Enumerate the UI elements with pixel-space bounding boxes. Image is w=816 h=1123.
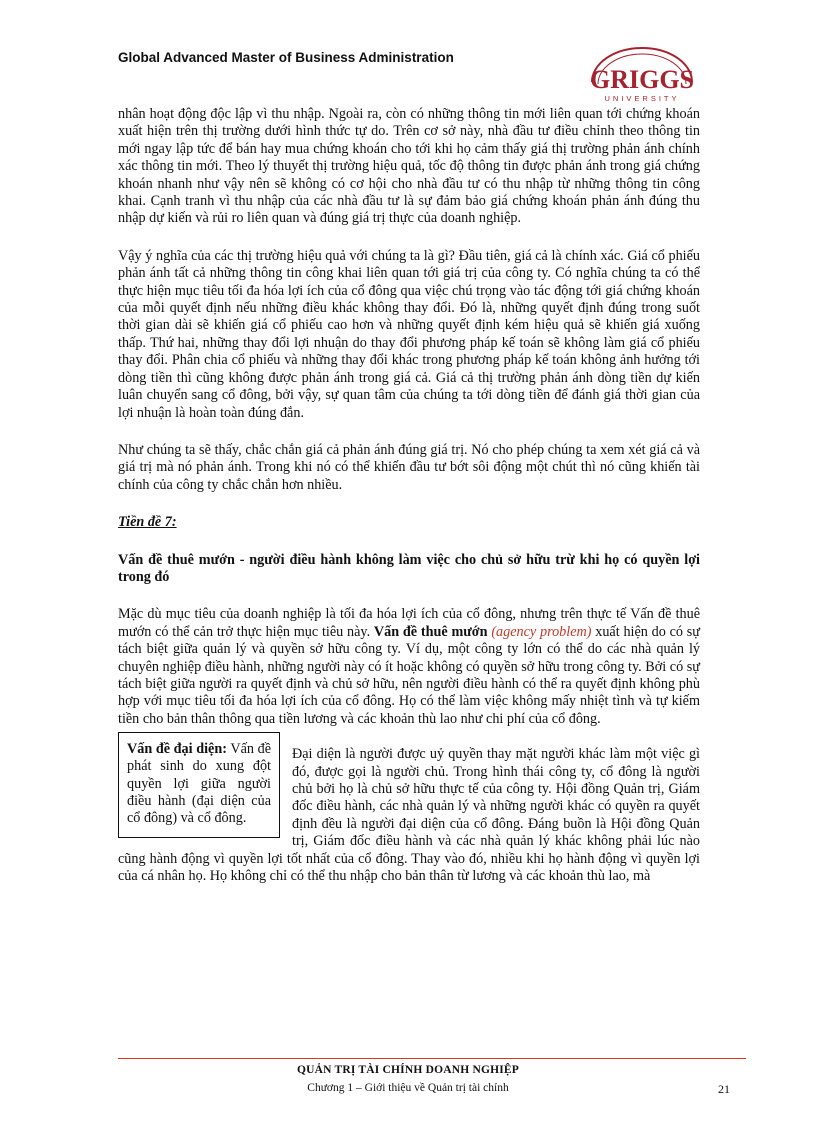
section-heading: Tiền đề 7:	[118, 514, 177, 531]
footer-divider	[118, 1058, 746, 1059]
logo-subtext: UNIVERSITY	[604, 94, 680, 103]
sidebox-title: Vấn đề đại diện:	[127, 741, 227, 758]
sidebox-text: Vấn đề phát sinh do xung đột quyền lợi giữa người điều hành (đại diện của cổ đông) và cổ đông.	[127, 741, 271, 826]
paragraph-4	[118, 606, 700, 728]
footer-subtitle: Chương 1 – Giới thiệu về Quản trị tài chính	[307, 1082, 509, 1094]
agency-problem-term: Vấn đề thuê mướn	[373, 623, 488, 640]
definition-sidebox	[118, 732, 280, 838]
page-number: 21	[718, 1082, 730, 1096]
paragraph-4-text-a: Mặc dù mục tiêu của doanh nghiệp là tối đa hóa lợi ích của cổ đông, nhưng trên thực tế Vấn đề thuê mướn có thể cản trở thực hiện mục tiêu này.	[118, 606, 700, 640]
paragraph-3: Như chúng ta sẽ thấy, chắc chắn giá cả phản ánh đúng giá trị. Nó cho phép chúng ta xem xét giá cả và giá trị mà nó phản ánh. Trong khi nó có thể khiến đầu tư bớt sôi động một chút thì nó cũng khiến tài chính của công ty chắc chắn hơn nhiều.	[118, 441, 700, 493]
section-subheading: Vấn đề thuê mướn - người điều hành không làm việc cho chủ sở hữu trừ khi họ có quyền lợi trong đó	[118, 551, 700, 585]
main-body	[118, 106, 700, 905]
paragraph-4-text-b: xuất hiện do có sự tách biệt giữa quản lý và quyền sở hữu công ty. Ví dụ, một công ty lớn có thể do các nhà quản lý chuyên nghiệp điều hành, những người này có ít hoặc không có quyền sở hữu trong công ty. Bởi có sự tách biệt giữa người ra quyết định và chủ sở hữu, nên người điều hành có thể ra quyết định không phù hợp với mục tiêu tối đa hóa lợi ích của cổ đông. Họ có thể làm việc không mấy nhiệt tình và tự kiếm tiền cho bản thân thông qua tiền lương và các khoản thù lao như chi phí của cổ đông.	[118, 623, 700, 727]
logo-wordmark: GRIGGS	[589, 65, 695, 94]
paragraph-5: Đại diện là người được uỷ quyền thay mặt người khác làm một việc gì đó, được gọi là người chủ. Trong hình thái công ty, cổ đông là người chủ bởi họ là chủ sở hữu thực tế của công ty. Hội đồng Quản trị, Giám đốc điều hành, các nhà quản lý và những người khác có quyền ra quyết định đều là người đại diện của cổ đông. Đáng buồn là Hội đồng Quản trị, Giám đốc điều hành và các nhà quản lý khác không phải lúc nào cũng hành động vì quyền lợi tốt nhất của cổ đông. Thay vào đó, nhiều khi họ hành động vì quyền lợi của cá nhân họ. Họ không chỉ có thể thu nhập cho bản thân từ lương và các khoản thù lao, mà	[118, 746, 700, 885]
griggs-university-logo	[578, 44, 706, 106]
paragraph-2: Vậy ý nghĩa của các thị trường hiệu quả với chúng ta là gì? Đầu tiên, giá cả là chính xác. Giá cổ phiếu phản ánh tất cả những thông tin công khai liên quan tới giá trị của công ty. Có nghĩa chúng ta có thể thực hiện mục tiêu tối đa hóa lợi ích của cổ đông qua việc chú trọng vào tác động tới giá chứng khoán của mỗi quyết định nếu những điều khác không thay đổi. Đó là, những quyết định đúng trong suốt thời gian dài sẽ khiến giá cổ phiếu cao hơn và những quyết định kém hiệu quả sẽ khiến giá xuống thấp. Thứ hai, những thay đổi lợi nhuận do thay đổi phương pháp kế toán sẽ không làm giá cổ phiếu thay đổi. Phân chia cổ phiếu và những thay đổi khác trong phương pháp kế toán không ảnh hưởng tới dòng tiền thì cũng không được phản ánh trong giá cả. Giá cả thị trường phản ánh dòng tiền dự kiến luân chuyển sang cổ đông, bởi vậy, sự quan tâm của chúng ta tới dòng tiền để đánh giá thời gian của lợi nhuận là hoàn toàn đúng đắn.	[118, 247, 700, 421]
paragraph-1: nhân hoạt động độc lập vì thu nhập. Ngoài ra, còn có những thông tin mới liên quan tới chứng khoán xuất hiện trên thị trường dưới hình thức tự do. Trên cơ sở này, nhà đầu tư điều chỉnh theo thông tin mới ngay lập tức để bán hay mua chứng khoán cho tới khi họ cảm thấy giá thị trường phản ánh chính xác thông tin mới. Theo lý thuyết thị trường hiệu quả, tốc độ thông tin được phản ánh trong giá chứng khoán nhanh như vậy nên sẽ không có cơ hội cho nhà đầu tư có thu nhập từ những thông tin công khai. Cạnh tranh vì thu nhập của các nhà đầu tư là sự đảm bảo giá chứng khoán phản ánh đúng thu nhập dự kiến và rủi ro liên quan và đúng giá trị thực của doanh nghiệp.	[118, 106, 700, 227]
header-title: Global Advanced Master of Business Administration	[118, 50, 454, 65]
agency-problem-english: (agency problem)	[491, 623, 592, 640]
footer-title: QUẢN TRỊ TÀI CHÍNH DOANH NGHIỆP	[296, 1064, 520, 1076]
